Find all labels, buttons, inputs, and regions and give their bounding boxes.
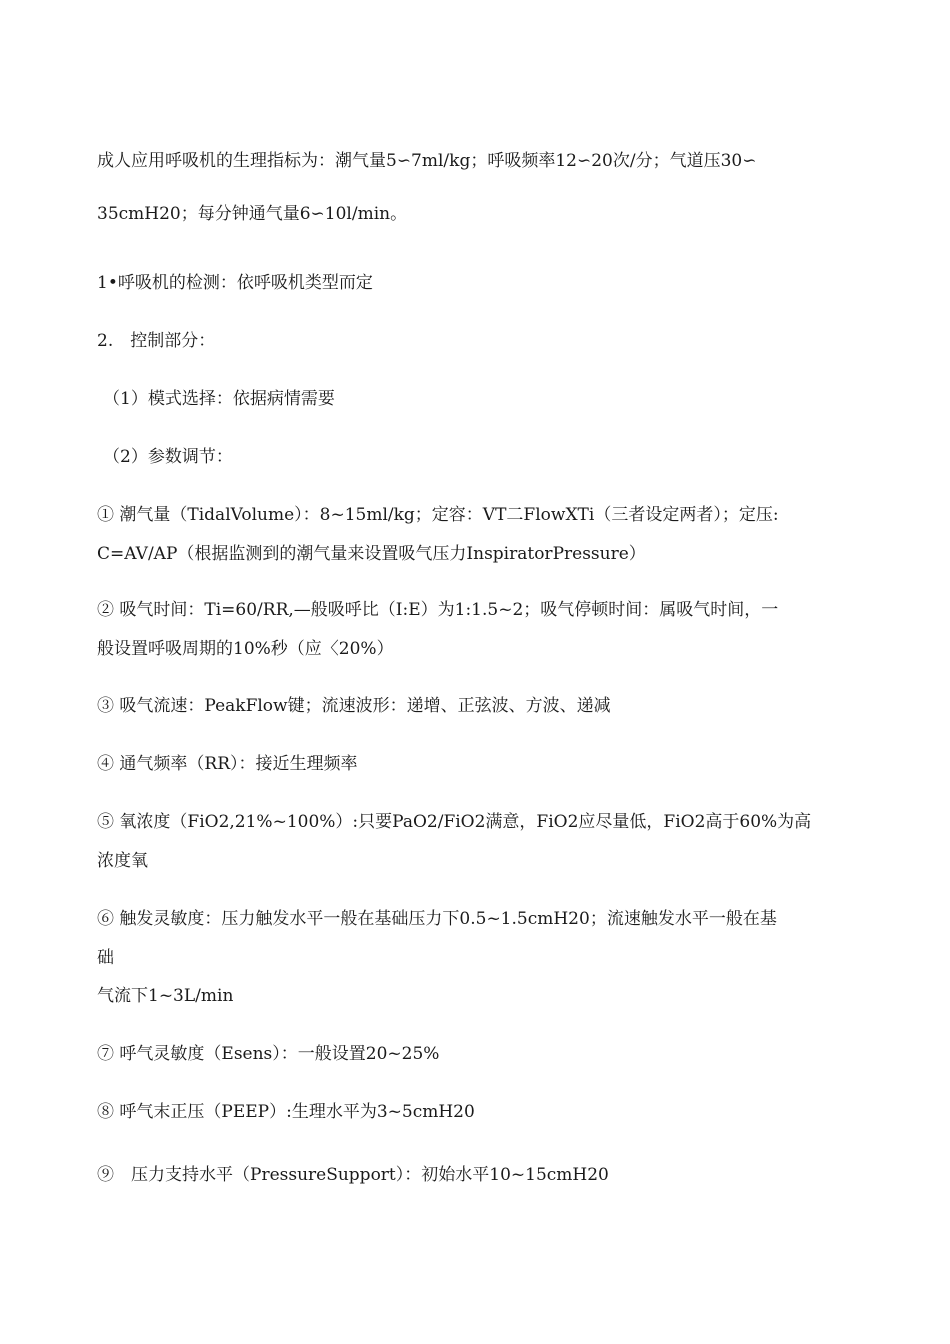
item-5-line-2: 浓度氧 [97, 851, 148, 871]
item-1-line-1: ① 潮气量（TidalVolume）：8~15ml/kg；定容：VT二FlowXTi（三者设定两者）；定压: [97, 505, 779, 525]
item-8: ⑧ 呼气末正压（PEEP）:生理水平为3~5cmH20 [97, 1102, 475, 1122]
item-1-line-2: C=AV/AP（根据监测到的潮气量来设置吸气压力InspiratorPressure） [97, 544, 646, 564]
intro-line-1: 成人应用呼吸机的生理指标为：潮气量5∽7ml/kg；呼吸频率12∽20次/分；气道压30∽ [97, 151, 757, 171]
item-6-line-3: 气流下1~3L/min [97, 986, 234, 1006]
item-7: ⑦ 呼气灵敏度（Esens）：一般设置20~25% [97, 1044, 440, 1064]
item-9: ⑨ 压力支持水平（PressureSupport）：初始水平10~15cmH20 [97, 1165, 609, 1185]
intro-line-2: 35cmH20；每分钟通气量6∽10l/min。 [97, 204, 408, 224]
param-adjust-line: （2）参数调节： [103, 447, 233, 467]
item-3: ③ 吸气流速：PeakFlow键；流速波形：递增、正弦波、方波、递减 [97, 696, 611, 716]
item-4: ④ 通气频率（RR）：接近生理频率 [97, 754, 358, 774]
mode-select-line: （1）模式选择：依据病情需要 [103, 389, 335, 409]
item-5-line-1: ⑤ 氧浓度（FiO2,21%~100%）:只要PaO2/FiO2满意，FiO2应尽量低，FiO2高于60%为高 [97, 812, 812, 832]
section-1-heading: 1•呼吸机的检测：依呼吸机类型而定 [97, 273, 373, 293]
section-2-heading: 2. 控制部分： [97, 331, 216, 351]
item-6-line-1: ⑥ 触发灵敏度：压力触发水平一般在基础压力下0.5~1.5cmH20；流速触发水平一般在基 [97, 909, 777, 929]
item-6-line-2: 础 [97, 948, 114, 968]
item-2-line-1: ② 吸气时间：Ti=60/RR,—般吸呼比（I:E）为1:1.5~2；吸气停顿时间：属吸气时间，一 [97, 600, 779, 620]
item-2-line-2: 般设置呼吸周期的10%秒（应〈20%） [97, 639, 394, 659]
